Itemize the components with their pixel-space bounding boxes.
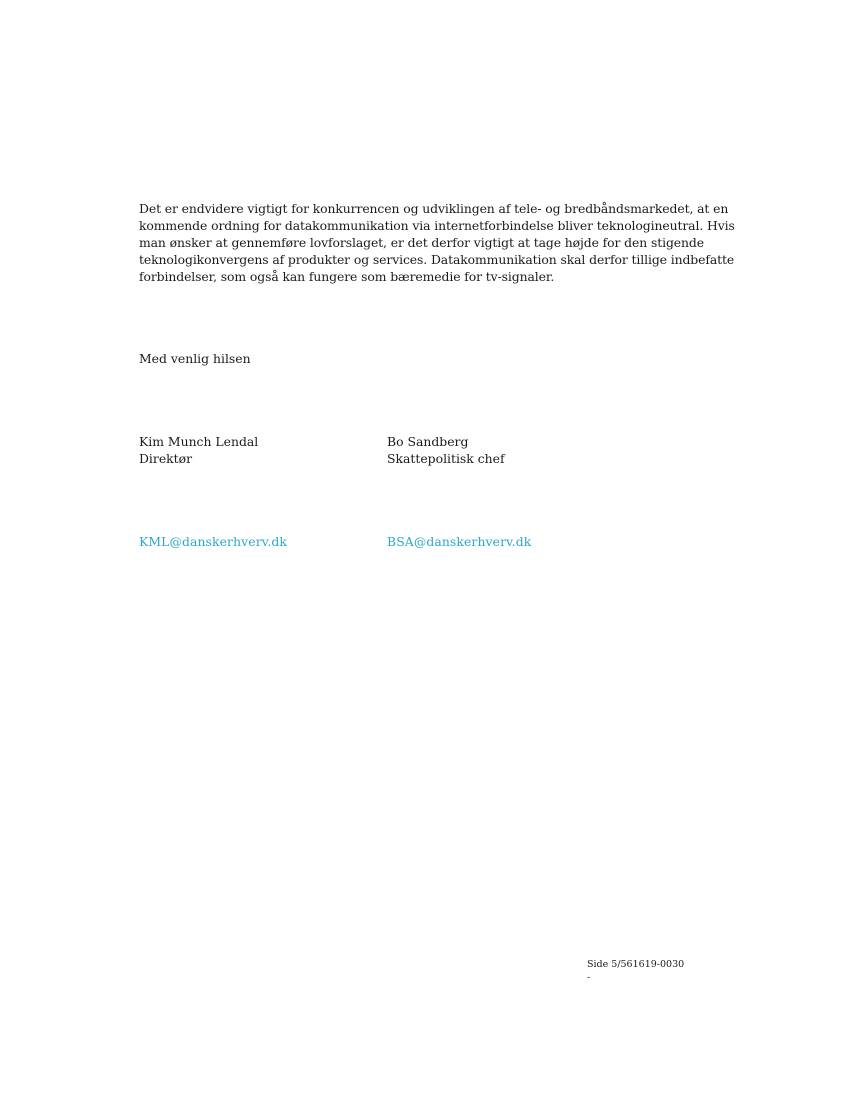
- body-line: Det er endvidere vigtigt for konkurrencen og udviklingen af tele- og bredbåndsmarkedet, at en: [139, 201, 729, 216]
- signatory-right: [387, 433, 505, 467]
- body-line: man ønsker at gennemføre lovforslaget, er det derfor vigtigt at tage højde for den stigende: [139, 235, 704, 250]
- page-footer: [587, 958, 684, 984]
- closing-greeting: Med venlig hilsen: [139, 351, 251, 366]
- body-line: teknologikonvergens af produkter og services. Datakommunikation skal derfor tillige indbefatte: [139, 252, 735, 267]
- signatory-left: [139, 433, 258, 467]
- body-paragraph: [139, 200, 735, 285]
- body-line: forbindelser, som også kan fungere som bæremedie for tv-signaler.: [139, 269, 555, 284]
- signatory-title: Skattepolitisk chef: [387, 451, 505, 466]
- signatory-name: Kim Munch Lendal: [139, 434, 259, 449]
- signatory-title: Direktør: [139, 451, 193, 466]
- signatory-name: Bo Sandberg: [387, 434, 469, 449]
- footer-dash: -: [587, 972, 591, 983]
- email-link-kml[interactable]: KML@danskerhverv.dk: [139, 534, 288, 549]
- page-reference: Side 5/561619-0030: [587, 959, 685, 970]
- email-link-bsa[interactable]: BSA@danskerhverv.dk: [387, 534, 532, 549]
- body-line: kommende ordning for datakommunikation via internetforbindelse bliver teknologineutral. Hvis: [139, 218, 735, 233]
